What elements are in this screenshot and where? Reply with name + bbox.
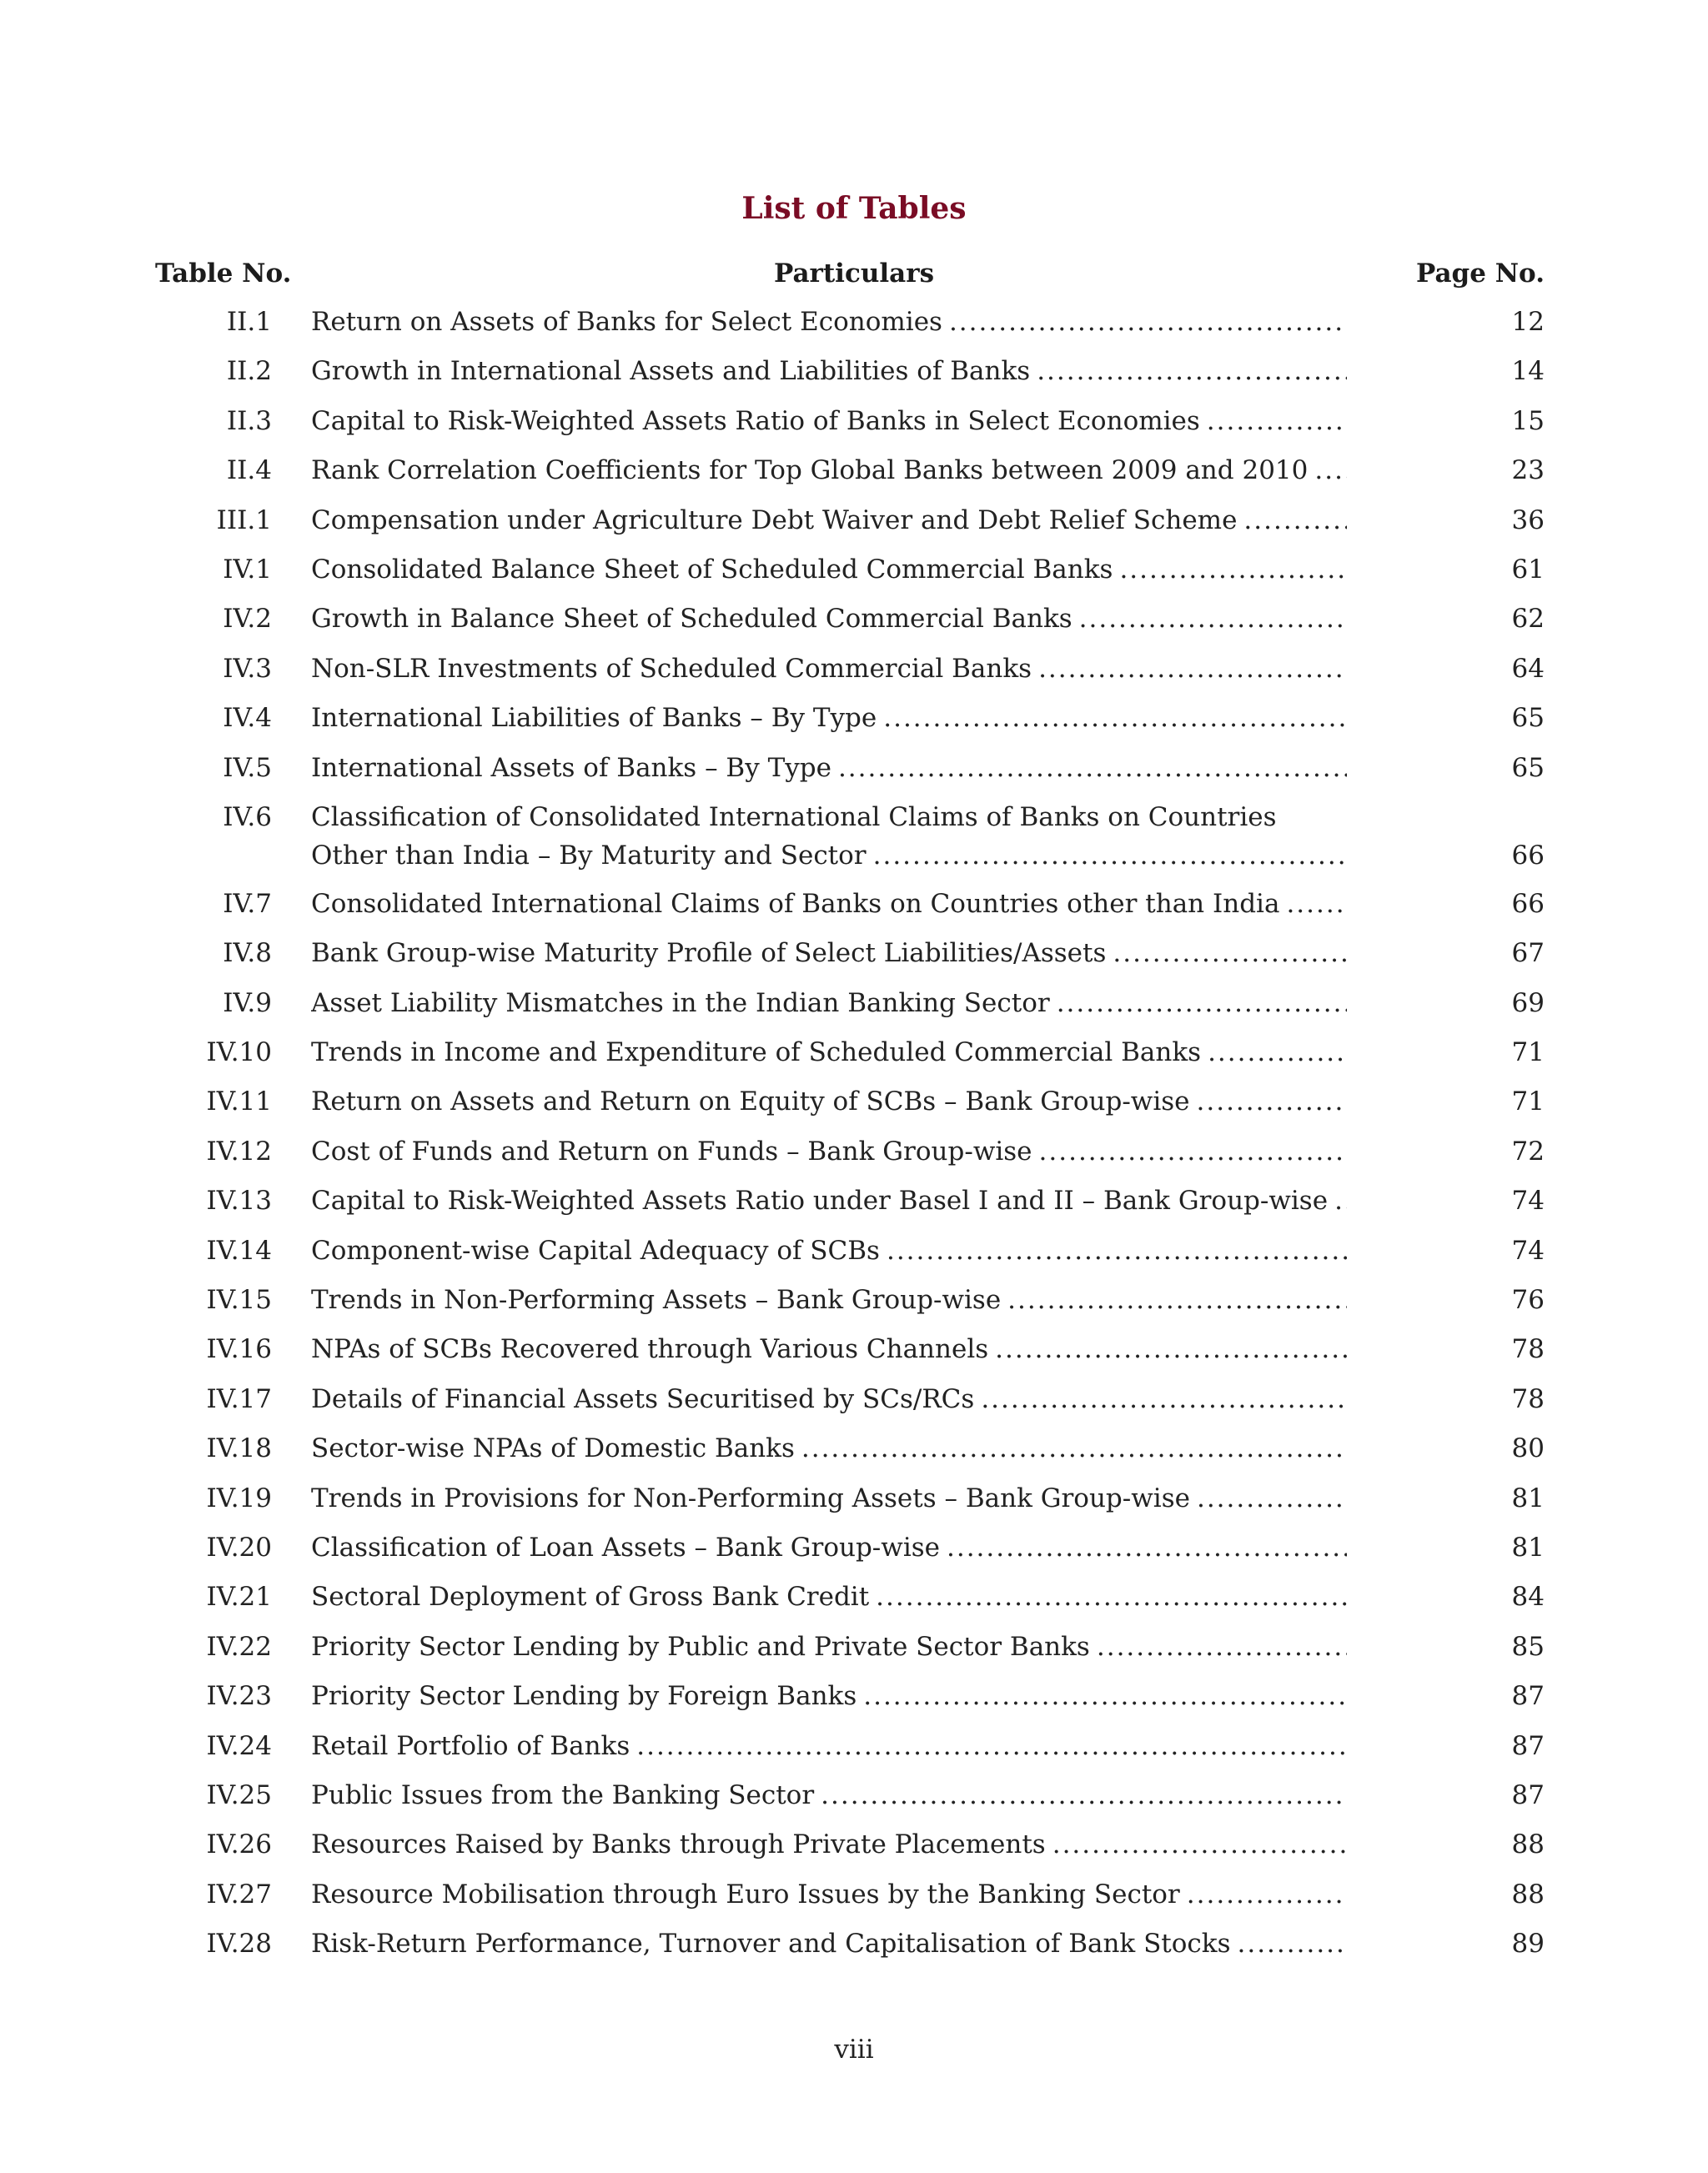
- toc-entry-table-number: IV.5: [223, 752, 272, 783]
- toc-entry-table-number: IV.17: [206, 1383, 272, 1414]
- toc-entry-title-line: Public Issues from the Banking Sector: [311, 1779, 815, 1810]
- toc-entry-title-line: Cost of Funds and Return on Funds – Bank Group-wise: [311, 1136, 1032, 1167]
- toc-entry-title: [311, 1824, 1347, 1863]
- page-title: List of Tables: [741, 191, 967, 226]
- toc-entry-table-number: IV.18: [206, 1433, 272, 1464]
- toc-entry-table-number: IV.9: [223, 987, 272, 1018]
- toc-entry-page-number: 81: [1511, 1483, 1545, 1513]
- dot-leader: [863, 1676, 1347, 1714]
- toc-entry-table-number: IV.28: [206, 1929, 272, 1960]
- toc-entry-title-line: Other than India – By Maturity and Sector: [311, 840, 867, 871]
- toc-entry-title: [311, 748, 1347, 786]
- toc-entry-page-number: 87: [1511, 1681, 1545, 1712]
- toc-entry-table-number: IV.6: [223, 801, 272, 832]
- toc-entry-page-number: 23: [1511, 455, 1545, 486]
- toc-entry-page-number: 85: [1511, 1631, 1545, 1662]
- toc-entry-title-line: Return on Assets and Return on Equity of SCBs – Bank Group-wise: [311, 1086, 1190, 1117]
- toc-entry-page-number: 88: [1511, 1879, 1545, 1910]
- dot-leader: [1113, 933, 1347, 971]
- dot-leader: [1038, 649, 1347, 687]
- toc-entry[interactable]: [0, 450, 1708, 499]
- toc-entry-title: [311, 550, 1347, 588]
- page-number-footer: viii: [834, 2035, 874, 2065]
- toc-entry[interactable]: [0, 550, 1708, 599]
- toc-entry-title-line: Growth in International Assets and Liabilities of Banks: [311, 356, 1031, 387]
- toc-entry-title-line: Non-SLR Investments of Scheduled Commercial Banks: [311, 653, 1032, 684]
- dot-leader: [1207, 401, 1347, 439]
- toc-entry-title: [311, 1329, 1347, 1368]
- toc-entry-title: [311, 1081, 1347, 1120]
- toc-entry-title-line: Details of Financial Assets Securitised by SCs/RCs: [311, 1383, 975, 1414]
- dot-leader: [821, 1775, 1347, 1814]
- toc-entry-table-number: IV.4: [223, 703, 272, 734]
- toc-entry-title: [311, 302, 1347, 340]
- dot-leader: [1052, 1824, 1347, 1863]
- toc-entry-title-line: Rank Correlation Coefficients for Top Global Banks between 2009 and 2010: [311, 455, 1309, 486]
- dot-leader: [995, 1329, 1347, 1368]
- dot-leader: [887, 1231, 1347, 1269]
- toc-entry-page-number: 87: [1511, 1730, 1545, 1761]
- header-particulars: Particulars: [773, 258, 935, 289]
- toc-entry[interactable]: [0, 649, 1708, 698]
- toc-entry[interactable]: [0, 1032, 1708, 1081]
- toc-entry[interactable]: [0, 1428, 1708, 1478]
- dot-leader: [949, 302, 1347, 340]
- toc-entry-title-line: Consolidated Balance Sheet of Scheduled Commercial Banks: [311, 554, 1113, 585]
- toc-entry-table-number: IV.24: [206, 1730, 272, 1761]
- toc-entry-table-number: IV.7: [223, 888, 272, 919]
- dot-leader: [636, 1726, 1347, 1764]
- toc-entry-table-number: IV.27: [206, 1879, 272, 1910]
- toc-entry-table-number: IV.10: [206, 1037, 272, 1068]
- toc-entry-title: [311, 1726, 1347, 1764]
- toc-entry-title: [311, 1181, 1347, 1219]
- toc-entry-table-number: IV.14: [206, 1235, 272, 1266]
- toc-entry-page-number: 74: [1511, 1235, 1545, 1266]
- toc-entry[interactable]: [0, 933, 1708, 982]
- toc-entry-title: [311, 698, 1347, 736]
- toc-entry[interactable]: [0, 1132, 1708, 1181]
- toc-entry-table-number: IV.20: [206, 1532, 272, 1563]
- toc-entry-title: [311, 1924, 1347, 1962]
- toc-entry-page-number: 74: [1511, 1186, 1545, 1217]
- toc-entry-page-number: 66: [1511, 888, 1545, 919]
- toc-entry[interactable]: [0, 1924, 1708, 1973]
- toc-entry-page-number: 64: [1511, 653, 1545, 684]
- toc-entry[interactable]: [0, 1577, 1708, 1626]
- toc-entry-title: [311, 983, 1347, 1021]
- toc-entry-title-line: NPAs of SCBs Recovered through Various Channels: [311, 1334, 989, 1365]
- toc-entry-table-number: IV.19: [206, 1483, 272, 1513]
- dot-leader: [1079, 599, 1347, 637]
- dot-leader: [947, 1528, 1347, 1566]
- dot-leader: [1197, 1478, 1347, 1517]
- toc-entry[interactable]: [0, 797, 1708, 884]
- dot-leader: [801, 1428, 1347, 1467]
- dot-leader: [1119, 550, 1347, 588]
- toc-entry-page-number: 65: [1511, 752, 1545, 783]
- toc-entry[interactable]: [0, 1280, 1708, 1329]
- toc-entry-page-number: 71: [1511, 1037, 1545, 1068]
- toc-entry-table-number: IV.16: [206, 1334, 272, 1365]
- toc-entry-page-number: 62: [1511, 604, 1545, 635]
- toc-entry-table-number: II.3: [226, 405, 272, 436]
- column-headers: [0, 255, 1708, 292]
- dot-leader: [1208, 1032, 1347, 1071]
- toc-entry-title: [311, 401, 1347, 439]
- toc-entry-title: [311, 649, 1347, 687]
- toc-entry-title-line: Classification of Consolidated International Claims of Banks on Countries: [311, 801, 1277, 832]
- toc-entry-title-line: Trends in Provisions for Non-Performing Assets – Bank Group-wise: [311, 1483, 1190, 1513]
- toc-entry-table-number: III.1: [216, 504, 272, 535]
- toc-entry[interactable]: [0, 1231, 1708, 1280]
- dot-leader: [1187, 1874, 1347, 1913]
- toc-entry-page-number: 87: [1511, 1779, 1545, 1810]
- toc-entry[interactable]: [0, 1081, 1708, 1131]
- dot-leader: [1243, 500, 1347, 539]
- toc-entry-title-line: Priority Sector Lending by Public and Private Sector Banks: [311, 1631, 1090, 1662]
- toc-entry-table-number: II.4: [226, 455, 272, 486]
- toc-entry-title-line: Sectoral Deployment of Gross Bank Credit: [311, 1582, 870, 1613]
- dot-leader: [883, 698, 1347, 736]
- toc-entry-title: [311, 1874, 1347, 1913]
- toc-entry-page-number: 71: [1511, 1086, 1545, 1117]
- toc-entry-page-number: 36: [1511, 504, 1545, 535]
- toc-entry-table-number: IV.12: [206, 1136, 272, 1167]
- toc-entry-title: [311, 1528, 1347, 1566]
- toc-entry-table-number: IV.25: [206, 1779, 272, 1810]
- table-of-contents-list: [0, 302, 1708, 1974]
- toc-entry-title: [311, 1032, 1347, 1071]
- toc-entry[interactable]: [0, 1775, 1708, 1824]
- toc-entry[interactable]: [0, 1329, 1708, 1378]
- toc-entry-page-number: 15: [1511, 405, 1545, 436]
- toc-entry-title-line: Consolidated International Claims of Banks on Countries other than India: [311, 888, 1280, 919]
- toc-entry[interactable]: [0, 1181, 1708, 1230]
- toc-entry-page-number: 72: [1511, 1136, 1545, 1167]
- toc-entry-table-number: IV.13: [206, 1186, 272, 1217]
- toc-entry-title-line: Classification of Loan Assets – Bank Group-wise: [311, 1532, 940, 1563]
- dot-leader: [876, 1577, 1347, 1615]
- toc-entry-table-number: IV.23: [206, 1681, 272, 1712]
- toc-entry-page-number: 69: [1511, 987, 1545, 1018]
- toc-entry-page-number: 84: [1511, 1582, 1545, 1613]
- dot-leader: [1286, 884, 1347, 922]
- toc-entry-title: [311, 599, 1347, 637]
- toc-entry-page-number: 80: [1511, 1433, 1545, 1464]
- dot-leader: [1097, 1627, 1347, 1665]
- toc-entry-title-line: Resources Raised by Banks through Private Placements: [311, 1829, 1046, 1860]
- toc-entry[interactable]: [0, 401, 1708, 450]
- toc-entry[interactable]: [0, 1824, 1708, 1874]
- toc-entry-page-number: 81: [1511, 1532, 1545, 1563]
- toc-entry-title: [311, 450, 1347, 489]
- toc-entry-title-line: International Liabilities of Banks – By Type: [311, 703, 877, 734]
- dot-leader: [1314, 450, 1347, 489]
- toc-entry-title-line: Capital to Risk-Weighted Assets Ratio under Basel I and II – Bank Group-wise: [311, 1186, 1329, 1217]
- dot-leader: [873, 836, 1347, 874]
- toc-entry[interactable]: [0, 748, 1708, 797]
- toc-entry-title: [311, 797, 1347, 874]
- toc-entry-title-line: Compensation under Agriculture Debt Waiver and Debt Relief Scheme: [311, 504, 1238, 535]
- toc-entry-title-line: Bank Group-wise Maturity Profile of Select Liabilities/Assets: [311, 938, 1107, 969]
- toc-entry-page-number: 76: [1511, 1285, 1545, 1316]
- toc-entry-title: [311, 933, 1347, 971]
- dot-leader: [1039, 1132, 1347, 1170]
- toc-entry-page-number: 65: [1511, 703, 1545, 734]
- dot-leader: [838, 748, 1347, 786]
- toc-entry-title: [311, 884, 1347, 922]
- toc-entry-page-number: 14: [1511, 356, 1545, 387]
- dot-leader: [1057, 983, 1347, 1021]
- toc-entry[interactable]: [0, 983, 1708, 1032]
- toc-entry-page-number: 66: [1511, 840, 1545, 871]
- toc-entry[interactable]: [0, 500, 1708, 550]
- header-table-no: Table No.: [155, 258, 292, 289]
- toc-entry-title-line: Resource Mobilisation through Euro Issues by the Banking Sector: [311, 1879, 1180, 1910]
- toc-entry-table-number: IV.21: [206, 1582, 272, 1613]
- toc-entry-title-line: Sector-wise NPAs of Domestic Banks: [311, 1433, 795, 1464]
- toc-entry[interactable]: [0, 698, 1708, 747]
- toc-entry[interactable]: [0, 1379, 1708, 1428]
- toc-entry-title: [311, 500, 1347, 539]
- dot-leader: [1007, 1280, 1347, 1318]
- toc-entry-title: [311, 1428, 1347, 1467]
- toc-entry-table-number: IV.26: [206, 1829, 272, 1860]
- toc-entry[interactable]: [0, 1478, 1708, 1528]
- toc-entry-title: [311, 1577, 1347, 1615]
- toc-entry-title: [311, 351, 1347, 389]
- toc-entry-page-number: 61: [1511, 554, 1545, 585]
- toc-entry[interactable]: [0, 1627, 1708, 1676]
- toc-entry-title-line: Component-wise Capital Adequacy of SCBs: [311, 1235, 880, 1266]
- dot-leader: [1197, 1081, 1347, 1120]
- toc-entry-title-line: Capital to Risk-Weighted Assets Ratio of Banks in Select Economies: [311, 405, 1200, 436]
- toc-entry-page-number: 78: [1511, 1334, 1545, 1365]
- toc-entry-title-line: Trends in Non-Performing Assets – Bank Group-wise: [311, 1285, 1002, 1316]
- toc-entry-table-number: IV.8: [223, 938, 272, 969]
- toc-entry-title-line: Retail Portfolio of Banks: [311, 1730, 630, 1761]
- toc-entry-title-line: Risk-Return Performance, Turnover and Capitalisation of Bank Stocks: [311, 1929, 1231, 1960]
- toc-entry-title: [311, 1676, 1347, 1714]
- dot-leader: [1037, 351, 1347, 389]
- toc-entry-table-number: IV.1: [223, 554, 272, 585]
- toc-entry-page-number: 78: [1511, 1383, 1545, 1414]
- toc-entry[interactable]: [0, 1874, 1708, 1924]
- toc-entry-title-line: Asset Liability Mismatches in the Indian Banking Sector: [311, 987, 1050, 1018]
- header-page-no: Page No.: [1415, 258, 1545, 289]
- toc-entry-table-number: IV.22: [206, 1631, 272, 1662]
- toc-entry-page-number: 89: [1511, 1929, 1545, 1960]
- toc-entry-title-line: Trends in Income and Expenditure of Scheduled Commercial Banks: [311, 1037, 1202, 1068]
- toc-entry[interactable]: [0, 599, 1708, 648]
- toc-entry-table-number: II.2: [226, 356, 272, 387]
- toc-entry-table-number: IV.15: [206, 1285, 272, 1316]
- toc-entry-table-number: IV.11: [206, 1086, 272, 1117]
- toc-entry[interactable]: [0, 351, 1708, 400]
- toc-entry-title-line: Priority Sector Lending by Foreign Banks: [311, 1681, 857, 1712]
- toc-entry-title: [311, 1627, 1347, 1665]
- toc-entry-title: [311, 1231, 1347, 1269]
- toc-entry[interactable]: [0, 302, 1708, 351]
- toc-entry-title-line: Growth in Balance Sheet of Scheduled Commercial Banks: [311, 604, 1073, 635]
- toc-entry-title: [311, 1132, 1347, 1170]
- toc-entry-table-number: IV.3: [223, 653, 272, 684]
- toc-entry-title-line: International Assets of Banks – By Type: [311, 752, 831, 783]
- dot-leader: [981, 1379, 1347, 1418]
- toc-entry[interactable]: [0, 884, 1708, 933]
- toc-entry[interactable]: [0, 1676, 1708, 1725]
- toc-entry-table-number: II.1: [226, 307, 272, 337]
- dot-leader: [1237, 1924, 1347, 1962]
- toc-entry-title: [311, 1478, 1347, 1517]
- toc-entry-title: [311, 1280, 1347, 1318]
- toc-entry-page-number: 12: [1511, 307, 1545, 337]
- toc-entry[interactable]: [0, 1726, 1708, 1775]
- toc-entry-page-number: 88: [1511, 1829, 1545, 1860]
- toc-entry-table-number: IV.2: [223, 604, 272, 635]
- toc-entry-title: [311, 1775, 1347, 1814]
- toc-entry-page-number: 67: [1511, 938, 1545, 969]
- dot-leader: [1334, 1181, 1347, 1219]
- toc-entry-title-line: Return on Assets of Banks for Select Economies: [311, 307, 942, 337]
- toc-entry-title: [311, 1379, 1347, 1418]
- toc-entry[interactable]: [0, 1528, 1708, 1577]
